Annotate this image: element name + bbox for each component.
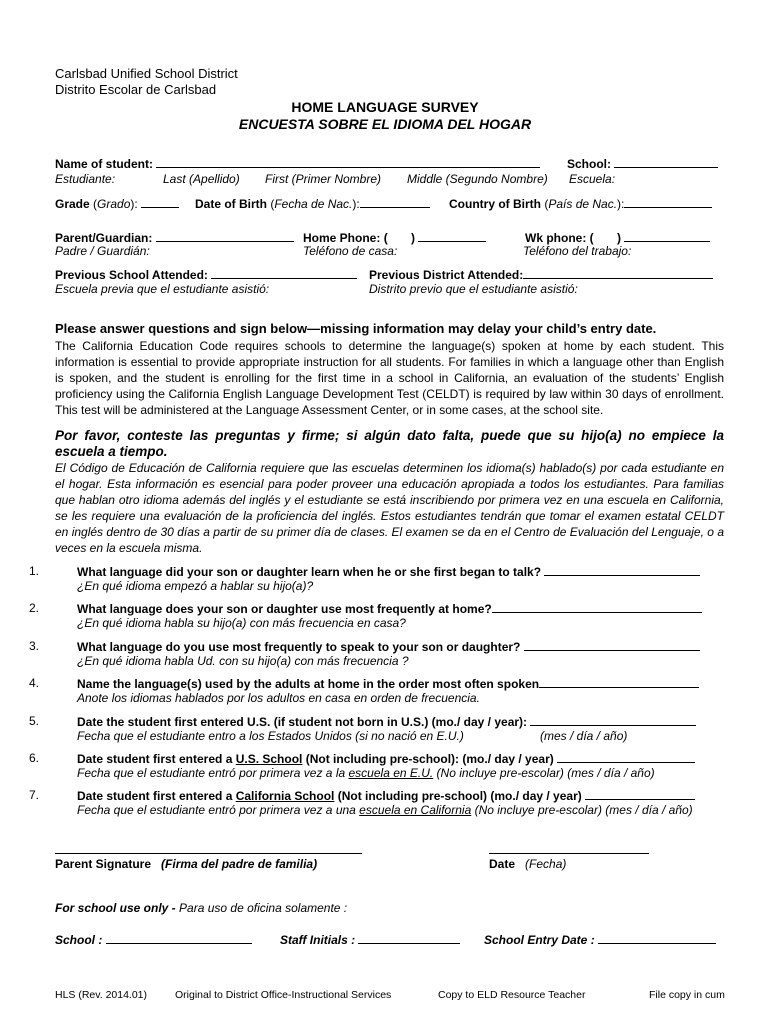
date-label-es: (Fecha) [525,857,567,871]
question-1-text: What language did your son or daughter learn when he or she first began to talk? [77,564,700,579]
prev-district-field[interactable] [523,267,713,279]
grade-label: Grade [55,197,90,211]
student-name-field[interactable] [156,156,540,168]
middle-name-label: Middle (Segundo Nombre) [407,172,548,186]
footer-original: Original to District Office-Instructional Services [175,989,392,1001]
parent-label-es: Padre / Guardián: [55,244,150,258]
question-4-text: Name the language(s) used by the adults at home in the order most often spoken [77,676,699,691]
question-5-field[interactable] [530,714,696,726]
date-signature-line[interactable] [489,853,649,854]
question-2-text-es: ¿En qué idioma habla su hijo(a) con más frecuencia en casa? [77,616,406,630]
district-name: Carlsbad Unified School District [55,66,238,81]
intro-heading: Please answer questions and sign below—missing information may delay your child’s entry date. [55,321,657,336]
staff-initials-field[interactable] [358,932,460,944]
question-number: 5. [29,714,40,728]
parent-signature-label: Parent Signature [55,857,152,871]
school-use-heading-es: Para uso de oficina solamente : [179,901,348,915]
cob-label-es: País de Nac. [548,197,618,211]
first-name-label: First (Primer Nombre) [265,172,381,186]
parent-label: Parent/Guardian: [55,231,153,245]
intro-body-es: El Código de Educación de California requiere que las escuelas determinen los idioma(s) hablado(s) por cada estudiante en el hogar. Esta información es esencial para poder proveer una educación apropiada a todos los estudiantes. Para familias que hablan otro idioma además del inglés y el estudiante se está inscribiendo por primera vez en una escuela en California, se les requiere una evaluación de la proficiencia del inglés. Estos estudiantes tendrán que tomar el examen estatal CELDT en inglés dentro de 30 días a partir de su primer día de clases. El examen se da en el Centro de Evaluación del Lenguaje, o a veces en la escuela misma. [55,461,724,555]
question-2-field[interactable] [492,601,702,613]
question-4-text-es: Anote los idiomas hablados por los adultos en casa en orden de frecuencia. [77,691,480,705]
parent-field[interactable] [156,230,294,242]
footer-copy: Copy to ELD Resource Teacher [438,989,586,1001]
school-use-heading: For school use only - [55,901,176,915]
question-number: 2. [29,601,40,615]
question-5-text-es: Fecha que el estudiante entro a los Estados Unidos (si no nació en E.U.) [77,729,464,743]
question-7-text-es: Fecha que el estudiante entró por primera vez a una escuela en California (No incluye pre-escolar) (mes / día / año) [77,803,693,817]
dob-label-es: Fecha de Nac. [274,197,353,211]
home-phone-label-es: Teléfono de casa: [303,244,398,258]
school-field[interactable] [614,156,718,168]
question-3-field[interactable] [524,639,700,651]
question-number: 7. [29,788,40,802]
form-title: HOME LANGUAGE SURVEY [291,99,479,115]
parent-signature-label-es: (Firma del padre de familia) [161,857,318,871]
grade-label-es: Grado [97,197,131,211]
question-6-text-es: Fecha que el estudiante entró por primera vez a la escuela en E.U. (No incluye pre-escolar) (mes / día / año) [77,766,655,780]
home-phone-label: Home Phone: [303,231,381,245]
escuela-label: Escuela: [569,172,616,186]
wk-phone-label-es: Teléfono del trabajo: [523,244,632,258]
dob-label: Date of Birth [195,197,267,211]
school-use-school-field[interactable] [106,932,252,944]
school-entry-date-field[interactable] [598,932,716,944]
question-6-field[interactable] [557,751,695,763]
prev-school-field[interactable] [211,267,357,279]
question-7-field[interactable] [585,788,695,800]
question-3-text: What language do you use most frequently to speak to your son or daughter? [77,639,700,654]
question-number: 1. [29,564,40,578]
prev-district-label: Previous District Attended: [369,268,524,282]
estudiante-label: Estudiante: [55,172,116,186]
dob-field[interactable] [360,196,430,208]
district-name-es: Distrito Escolar de Carlsbad [55,82,217,97]
grade-field[interactable] [141,196,179,208]
question-number: 6. [29,751,40,765]
home-phone-field[interactable] [418,230,486,242]
question-6-text: Date student first entered a U.S. School (Not including pre-school): (mo./ day / year) [77,751,695,766]
school-entry-date-label: School Entry Date : [484,933,595,947]
form-title-es: ENCUESTA SOBRE EL IDIOMA DEL HOGAR [238,116,532,132]
cob-label: Country of Birth [449,197,541,211]
cob-field[interactable] [624,196,712,208]
school-use-school-label: School : [55,933,103,947]
prev-school-label-es: Escuela previa que el estudiante asistió: [55,282,270,296]
name-label: Name of student: [55,157,154,171]
wk-phone-field[interactable] [624,230,710,242]
question-1-field[interactable] [544,564,700,576]
intro-body: The California Education Code requires schools to determine the language(s) spoken at home by each student. This information is essential to provide appropriate instruction for all students. For families in which a language other than English is spoken, and the student is enrolling for the first time in a school in California, an evaluation of the students’ English proficiency using the California English Language Development Test (CELDT) is required by law within 30 days of enrollment. This test will be administered at the Language Assessment Center, or in some cases, at the school site. [55,339,724,417]
question-7-text: Date student first entered a California School (Not including pre-school) (mo./ day / year) [77,788,695,803]
date-label: Date [489,857,516,871]
question-1-text-es: ¿En qué idioma empezó a hablar su hijo(a)? [77,579,314,593]
parent-signature-line[interactable] [55,853,362,854]
wk-phone-label: Wk phone: [525,231,587,245]
school-label: School: [567,157,611,171]
question-4-field[interactable] [539,676,699,688]
footer-revision: HLS (Rev. 2014.01) [55,989,148,1001]
question-2-text: What language does your son or daughter use most frequently at home? [77,601,702,616]
question-5-text: Date the student first entered U.S. (if student not born in U.S.) (mo./ day / year): [77,714,696,729]
question-number: 4. [29,676,40,690]
footer-file: File copy in cum [649,989,725,1001]
intro-heading-es: Por favor, conteste las preguntas y firme; si algún dato falta, puede que su hijo(a) no empiece la escuela a tiempo. [55,428,724,459]
last-name-label: Last (Apellido) [163,172,240,186]
question-3-text-es: ¿En qué idioma habla Ud. con su hijo(a) con más frecuencia ? [77,654,409,668]
prev-school-label: Previous School Attended: [55,268,208,282]
question-5-date-format: (mes / día / año) [540,729,628,743]
question-number: 3. [29,639,40,653]
prev-district-label-es: Distrito previo que el estudiante asistió: [369,282,578,296]
staff-initials-label: Staff Initials : [280,933,356,947]
